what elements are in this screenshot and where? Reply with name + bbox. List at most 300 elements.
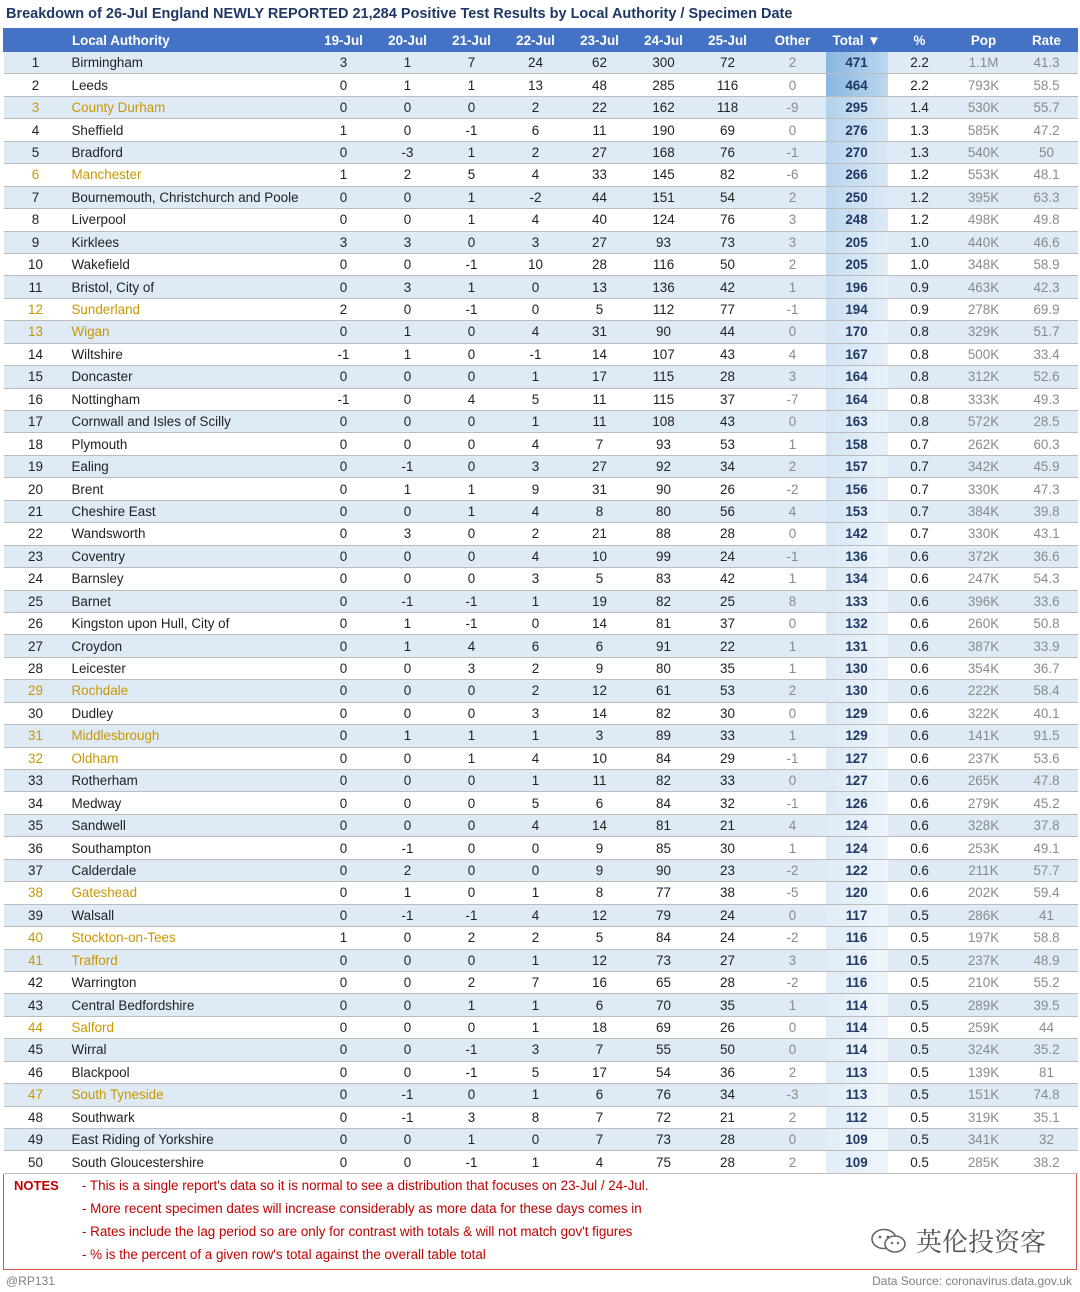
header-pop[interactable]: Pop xyxy=(952,29,1016,52)
local-authority-cell: Bradford xyxy=(68,141,312,163)
rank-cell: 4 xyxy=(4,119,68,141)
daily-count-cell: 2 xyxy=(312,298,376,320)
daily-count-cell: 7 xyxy=(440,52,504,74)
daily-count-cell: 0 xyxy=(312,747,376,769)
table-row[interactable] xyxy=(4,1129,1078,1151)
daily-count-cell: 4 xyxy=(504,814,568,836)
rank-cell: 24 xyxy=(4,568,68,590)
population-cell: 222K xyxy=(952,680,1016,702)
daily-count-cell: 72 xyxy=(696,52,760,74)
table-row[interactable] xyxy=(4,455,1078,477)
table-row[interactable] xyxy=(4,994,1078,1016)
daily-count-cell: 0 xyxy=(312,680,376,702)
daily-count-cell: 2 xyxy=(440,971,504,993)
population-cell: 285K xyxy=(952,1151,1016,1173)
rate-cell: 55.7 xyxy=(1016,96,1078,118)
total-cell: 196 xyxy=(826,276,888,298)
rank-cell: 34 xyxy=(4,792,68,814)
table-row[interactable] xyxy=(4,1061,1078,1083)
daily-count-cell: 73 xyxy=(632,949,696,971)
daily-count-cell: 31 xyxy=(568,321,632,343)
daily-count-cell: 24 xyxy=(696,904,760,926)
population-cell: 463K xyxy=(952,276,1016,298)
local-authority-table xyxy=(3,28,1078,1174)
rank-cell: 17 xyxy=(4,411,68,433)
percent-cell: 0.6 xyxy=(888,859,952,881)
other-cell: -6 xyxy=(760,164,826,186)
daily-count-cell: 82 xyxy=(696,164,760,186)
daily-count-cell: 0 xyxy=(376,702,440,724)
population-cell: 253K xyxy=(952,837,1016,859)
table-row[interactable] xyxy=(4,882,1078,904)
rank-cell: 40 xyxy=(4,927,68,949)
other-cell: -2 xyxy=(760,859,826,881)
total-cell: 164 xyxy=(826,388,888,410)
daily-count-cell: 40 xyxy=(568,209,632,231)
table-row[interactable] xyxy=(4,1016,1078,1038)
rate-cell: 28.5 xyxy=(1016,411,1078,433)
population-cell: 247K xyxy=(952,568,1016,590)
other-cell: 2 xyxy=(760,455,826,477)
daily-count-cell: 1 xyxy=(376,478,440,500)
daily-count-cell: 7 xyxy=(568,433,632,455)
table-row[interactable] xyxy=(4,635,1078,657)
daily-count-cell: 81 xyxy=(632,814,696,836)
population-cell: 387K xyxy=(952,635,1016,657)
percent-cell: 0.5 xyxy=(888,1039,952,1061)
total-cell: 205 xyxy=(826,231,888,253)
daily-count-cell: 3 xyxy=(440,657,504,679)
daily-count-cell: -1 xyxy=(440,253,504,275)
table-row[interactable] xyxy=(4,725,1078,747)
rate-cell: 44 xyxy=(1016,1016,1078,1038)
table-row[interactable] xyxy=(4,747,1078,769)
daily-count-cell: 0 xyxy=(312,1129,376,1151)
table-row[interactable] xyxy=(4,343,1078,365)
daily-count-cell: 17 xyxy=(568,366,632,388)
daily-count-cell: 0 xyxy=(312,455,376,477)
other-cell: 1 xyxy=(760,568,826,590)
other-cell: 2 xyxy=(760,1106,826,1128)
total-cell: 471 xyxy=(826,52,888,74)
daily-count-cell: 43 xyxy=(696,343,760,365)
daily-count-cell: 0 xyxy=(312,949,376,971)
percent-cell: 0.6 xyxy=(888,702,952,724)
local-authority-cell: Wiltshire xyxy=(68,343,312,365)
percent-cell: 0.5 xyxy=(888,927,952,949)
table-row[interactable] xyxy=(4,164,1078,186)
daily-count-cell: -1 xyxy=(312,388,376,410)
daily-count-cell: 0 xyxy=(312,1151,376,1173)
population-cell: 197K xyxy=(952,927,1016,949)
table-row[interactable] xyxy=(4,209,1078,231)
daily-count-cell: 0 xyxy=(312,1106,376,1128)
rate-cell: 47.8 xyxy=(1016,770,1078,792)
total-cell: 130 xyxy=(826,657,888,679)
other-cell: -7 xyxy=(760,388,826,410)
daily-count-cell: 35 xyxy=(696,994,760,1016)
other-cell: 0 xyxy=(760,321,826,343)
percent-cell: 0.6 xyxy=(888,725,952,747)
local-authority-cell: Kingston upon Hull, City of xyxy=(68,612,312,634)
population-cell: 341K xyxy=(952,1129,1016,1151)
other-cell: -1 xyxy=(760,747,826,769)
daily-count-cell: 3 xyxy=(504,455,568,477)
daily-count-cell: 168 xyxy=(632,141,696,163)
daily-count-cell: 0 xyxy=(312,500,376,522)
local-authority-cell: Rochdale xyxy=(68,680,312,702)
header-rate[interactable]: Rate xyxy=(1016,29,1078,52)
other-cell: 1 xyxy=(760,276,826,298)
table-row[interactable] xyxy=(4,186,1078,208)
table-row[interactable] xyxy=(4,590,1078,612)
daily-count-cell: 82 xyxy=(632,702,696,724)
daily-count-cell: 10 xyxy=(568,545,632,567)
table-row[interactable] xyxy=(4,1151,1078,1173)
table-row[interactable] xyxy=(4,612,1078,634)
daily-count-cell: 0 xyxy=(312,141,376,163)
local-authority-cell: Sunderland xyxy=(68,298,312,320)
table-row[interactable] xyxy=(4,949,1078,971)
total-cell: 158 xyxy=(826,433,888,455)
percent-cell: 0.5 xyxy=(888,1151,952,1173)
local-authority-cell: Dudley xyxy=(68,702,312,724)
rate-cell: 91.5 xyxy=(1016,725,1078,747)
daily-count-cell: 2 xyxy=(504,927,568,949)
rate-cell: 58.4 xyxy=(1016,680,1078,702)
table-row[interactable] xyxy=(4,837,1078,859)
total-cell: 113 xyxy=(826,1061,888,1083)
rate-cell: 49.8 xyxy=(1016,209,1078,231)
other-cell: -2 xyxy=(760,971,826,993)
rank-cell: 49 xyxy=(4,1129,68,1151)
local-authority-cell: Liverpool xyxy=(68,209,312,231)
daily-count-cell: 10 xyxy=(568,747,632,769)
daily-count-cell: 300 xyxy=(632,52,696,74)
population-cell: 585K xyxy=(952,119,1016,141)
total-cell: 109 xyxy=(826,1151,888,1173)
rate-cell: 48.1 xyxy=(1016,164,1078,186)
other-cell: 3 xyxy=(760,231,826,253)
daily-count-cell: 90 xyxy=(632,859,696,881)
daily-count-cell: 0 xyxy=(376,388,440,410)
table-row[interactable] xyxy=(4,568,1078,590)
rate-cell: 48.9 xyxy=(1016,949,1078,971)
population-cell: 202K xyxy=(952,882,1016,904)
table-row[interactable] xyxy=(4,52,1078,74)
daily-count-cell: 54 xyxy=(632,1061,696,1083)
table-row[interactable] xyxy=(4,1106,1078,1128)
notes-label: NOTES xyxy=(14,1177,59,1193)
table-row[interactable] xyxy=(4,680,1078,702)
table-row[interactable] xyxy=(4,433,1078,455)
daily-count-cell: 90 xyxy=(632,478,696,500)
table-row[interactable] xyxy=(4,74,1078,96)
daily-count-cell: 0 xyxy=(440,343,504,365)
total-cell: 124 xyxy=(826,837,888,859)
table-row[interactable] xyxy=(4,500,1078,522)
other-cell: 1 xyxy=(760,837,826,859)
daily-count-cell: 0 xyxy=(312,523,376,545)
rank-cell: 48 xyxy=(4,1106,68,1128)
daily-count-cell: 3 xyxy=(440,1106,504,1128)
daily-count-cell: -1 xyxy=(376,1106,440,1128)
population-cell: 211K xyxy=(952,859,1016,881)
table-row[interactable] xyxy=(4,141,1078,163)
daily-count-cell: -1 xyxy=(376,1084,440,1106)
rank-cell: 16 xyxy=(4,388,68,410)
daily-count-cell: 0 xyxy=(312,971,376,993)
total-cell: 142 xyxy=(826,523,888,545)
table-row[interactable] xyxy=(4,253,1078,275)
total-cell: 120 xyxy=(826,882,888,904)
header-other[interactable]: Other xyxy=(760,29,826,52)
header-percent[interactable]: % xyxy=(888,29,952,52)
daily-count-cell: 1 xyxy=(312,927,376,949)
daily-count-cell: 77 xyxy=(632,882,696,904)
local-authority-cell: Brent xyxy=(68,478,312,500)
other-cell: 2 xyxy=(760,1061,826,1083)
table-row[interactable] xyxy=(4,298,1078,320)
daily-count-cell: 116 xyxy=(632,253,696,275)
rank-cell: 12 xyxy=(4,298,68,320)
daily-count-cell: 14 xyxy=(568,612,632,634)
daily-count-cell: 28 xyxy=(696,971,760,993)
table-row[interactable] xyxy=(4,927,1078,949)
daily-count-cell: 65 xyxy=(632,971,696,993)
table-header-row xyxy=(4,29,1078,52)
header-23-jul[interactable]: 23-Jul xyxy=(568,29,632,52)
percent-cell: 1.3 xyxy=(888,119,952,141)
table-row[interactable] xyxy=(4,276,1078,298)
population-cell: 333K xyxy=(952,388,1016,410)
table-row[interactable] xyxy=(4,971,1078,993)
daily-count-cell: 1 xyxy=(440,141,504,163)
daily-count-cell: 24 xyxy=(696,545,760,567)
daily-count-cell: 0 xyxy=(440,814,504,836)
table-row[interactable] xyxy=(4,119,1078,141)
daily-count-cell: 0 xyxy=(376,971,440,993)
other-cell: -1 xyxy=(760,141,826,163)
header-total-sorted[interactable]: Total ▼ xyxy=(826,29,888,52)
table-row[interactable] xyxy=(4,657,1078,679)
daily-count-cell: 0 xyxy=(440,96,504,118)
table-row[interactable] xyxy=(4,545,1078,567)
rank-cell: 6 xyxy=(4,164,68,186)
rate-cell: 52.6 xyxy=(1016,366,1078,388)
daily-count-cell: -1 xyxy=(376,837,440,859)
rank-cell: 25 xyxy=(4,590,68,612)
rank-cell: 14 xyxy=(4,343,68,365)
daily-count-cell: 14 xyxy=(568,814,632,836)
daily-count-cell: 69 xyxy=(632,1016,696,1038)
rate-cell: 39.8 xyxy=(1016,500,1078,522)
header-20-jul[interactable]: 20-Jul xyxy=(376,29,440,52)
population-cell: 530K xyxy=(952,96,1016,118)
daily-count-cell: 0 xyxy=(312,635,376,657)
table-row[interactable] xyxy=(4,1084,1078,1106)
daily-count-cell: 0 xyxy=(312,411,376,433)
table-row[interactable] xyxy=(4,814,1078,836)
header-19-jul[interactable]: 19-Jul xyxy=(312,29,376,52)
daily-count-cell: 26 xyxy=(696,1016,760,1038)
daily-count-cell: 2 xyxy=(504,141,568,163)
daily-count-cell: 28 xyxy=(568,253,632,275)
other-cell: 0 xyxy=(760,119,826,141)
table-row[interactable] xyxy=(4,859,1078,881)
rank-cell: 3 xyxy=(4,96,68,118)
table-row[interactable] xyxy=(4,770,1078,792)
daily-count-cell: 0 xyxy=(376,927,440,949)
daily-count-cell: 3 xyxy=(568,725,632,747)
population-cell: 372K xyxy=(952,545,1016,567)
daily-count-cell: 115 xyxy=(632,366,696,388)
table-row[interactable] xyxy=(4,904,1078,926)
table-row[interactable] xyxy=(4,792,1078,814)
rate-cell: 35.1 xyxy=(1016,1106,1078,1128)
other-cell: 0 xyxy=(760,1016,826,1038)
daily-count-cell: -1 xyxy=(376,904,440,926)
total-cell: 113 xyxy=(826,1084,888,1106)
daily-count-cell: 83 xyxy=(632,568,696,590)
table-row[interactable] xyxy=(4,523,1078,545)
rank-cell: 35 xyxy=(4,814,68,836)
total-cell: 266 xyxy=(826,164,888,186)
daily-count-cell: 16 xyxy=(568,971,632,993)
daily-count-cell: 6 xyxy=(568,792,632,814)
rate-cell: 59.4 xyxy=(1016,882,1078,904)
rate-cell: 54.3 xyxy=(1016,568,1078,590)
header-25-jul[interactable]: 25-Jul xyxy=(696,29,760,52)
percent-cell: 0.5 xyxy=(888,1084,952,1106)
daily-count-cell: 0 xyxy=(440,455,504,477)
daily-count-cell: 77 xyxy=(696,298,760,320)
daily-count-cell: 13 xyxy=(568,276,632,298)
daily-count-cell: 6 xyxy=(504,635,568,657)
daily-count-cell: 27 xyxy=(568,455,632,477)
daily-count-cell: 93 xyxy=(632,231,696,253)
daily-count-cell: 0 xyxy=(440,366,504,388)
rate-cell: 42.3 xyxy=(1016,276,1078,298)
daily-count-cell: 3 xyxy=(504,702,568,724)
daily-count-cell: 22 xyxy=(568,96,632,118)
rate-cell: 51.7 xyxy=(1016,321,1078,343)
daily-count-cell: 0 xyxy=(376,747,440,769)
daily-count-cell: 34 xyxy=(696,1084,760,1106)
local-authority-cell: Trafford xyxy=(68,949,312,971)
total-cell: 250 xyxy=(826,186,888,208)
daily-count-cell: 116 xyxy=(696,74,760,96)
rate-cell: 58.9 xyxy=(1016,253,1078,275)
daily-count-cell: 1 xyxy=(376,343,440,365)
rate-cell: 33.4 xyxy=(1016,343,1078,365)
table-row[interactable] xyxy=(4,388,1078,410)
daily-count-cell: 8 xyxy=(568,882,632,904)
daily-count-cell: 0 xyxy=(312,366,376,388)
daily-count-cell: 0 xyxy=(440,949,504,971)
table-row[interactable] xyxy=(4,96,1078,118)
other-cell: 3 xyxy=(760,949,826,971)
rank-cell: 2 xyxy=(4,74,68,96)
percent-cell: 0.5 xyxy=(888,949,952,971)
daily-count-cell: 2 xyxy=(504,657,568,679)
total-cell: 117 xyxy=(826,904,888,926)
header-21-jul[interactable]: 21-Jul xyxy=(440,29,504,52)
daily-count-cell: 7 xyxy=(504,971,568,993)
daily-count-cell: 0 xyxy=(312,1039,376,1061)
percent-cell: 0.5 xyxy=(888,971,952,993)
daily-count-cell: 4 xyxy=(568,1151,632,1173)
daily-count-cell: 0 xyxy=(440,411,504,433)
rate-cell: 39.5 xyxy=(1016,994,1078,1016)
daily-count-cell: 0 xyxy=(440,523,504,545)
table-row[interactable] xyxy=(4,411,1078,433)
total-cell: 132 xyxy=(826,612,888,634)
daily-count-cell: 73 xyxy=(632,1129,696,1151)
daily-count-cell: 37 xyxy=(696,612,760,634)
daily-count-cell: 76 xyxy=(632,1084,696,1106)
daily-count-cell: 0 xyxy=(312,882,376,904)
daily-count-cell: -1 xyxy=(440,904,504,926)
table-row[interactable] xyxy=(4,231,1078,253)
table-row[interactable] xyxy=(4,1039,1078,1061)
other-cell: -9 xyxy=(760,96,826,118)
daily-count-cell: 0 xyxy=(312,186,376,208)
daily-count-cell: 0 xyxy=(312,321,376,343)
rank-cell: 38 xyxy=(4,882,68,904)
other-cell: 2 xyxy=(760,1151,826,1173)
total-cell: 116 xyxy=(826,971,888,993)
daily-count-cell: -2 xyxy=(504,186,568,208)
total-cell: 276 xyxy=(826,119,888,141)
daily-count-cell: 72 xyxy=(632,1106,696,1128)
table-row[interactable] xyxy=(4,702,1078,724)
other-cell: 4 xyxy=(760,814,826,836)
daily-count-cell: 53 xyxy=(696,680,760,702)
daily-count-cell: 28 xyxy=(696,1151,760,1173)
population-cell: 265K xyxy=(952,770,1016,792)
total-cell: 163 xyxy=(826,411,888,433)
rank-cell: 18 xyxy=(4,433,68,455)
local-authority-cell: Barnet xyxy=(68,590,312,612)
table-row[interactable] xyxy=(4,321,1078,343)
rank-cell: 41 xyxy=(4,949,68,971)
daily-count-cell: 3 xyxy=(504,1039,568,1061)
header-22-jul[interactable]: 22-Jul xyxy=(504,29,568,52)
table-row[interactable] xyxy=(4,366,1078,388)
daily-count-cell: 4 xyxy=(504,209,568,231)
header-local-authority[interactable]: Local Authority xyxy=(68,29,312,52)
rank-cell: 43 xyxy=(4,994,68,1016)
daily-count-cell: -1 xyxy=(440,298,504,320)
daily-count-cell: 19 xyxy=(568,590,632,612)
local-authority-cell: Rotherham xyxy=(68,770,312,792)
header-rank xyxy=(4,29,68,52)
daily-count-cell: 0 xyxy=(376,994,440,1016)
local-authority-cell: County Durham xyxy=(68,96,312,118)
daily-count-cell: 48 xyxy=(568,74,632,96)
total-cell: 167 xyxy=(826,343,888,365)
other-cell: 1 xyxy=(760,433,826,455)
header-24-jul[interactable]: 24-Jul xyxy=(632,29,696,52)
percent-cell: 0.5 xyxy=(888,1061,952,1083)
daily-count-cell: 190 xyxy=(632,119,696,141)
other-cell: -5 xyxy=(760,882,826,904)
daily-count-cell: 0 xyxy=(504,276,568,298)
rank-cell: 46 xyxy=(4,1061,68,1083)
table-row[interactable] xyxy=(4,478,1078,500)
other-cell: 1 xyxy=(760,725,826,747)
